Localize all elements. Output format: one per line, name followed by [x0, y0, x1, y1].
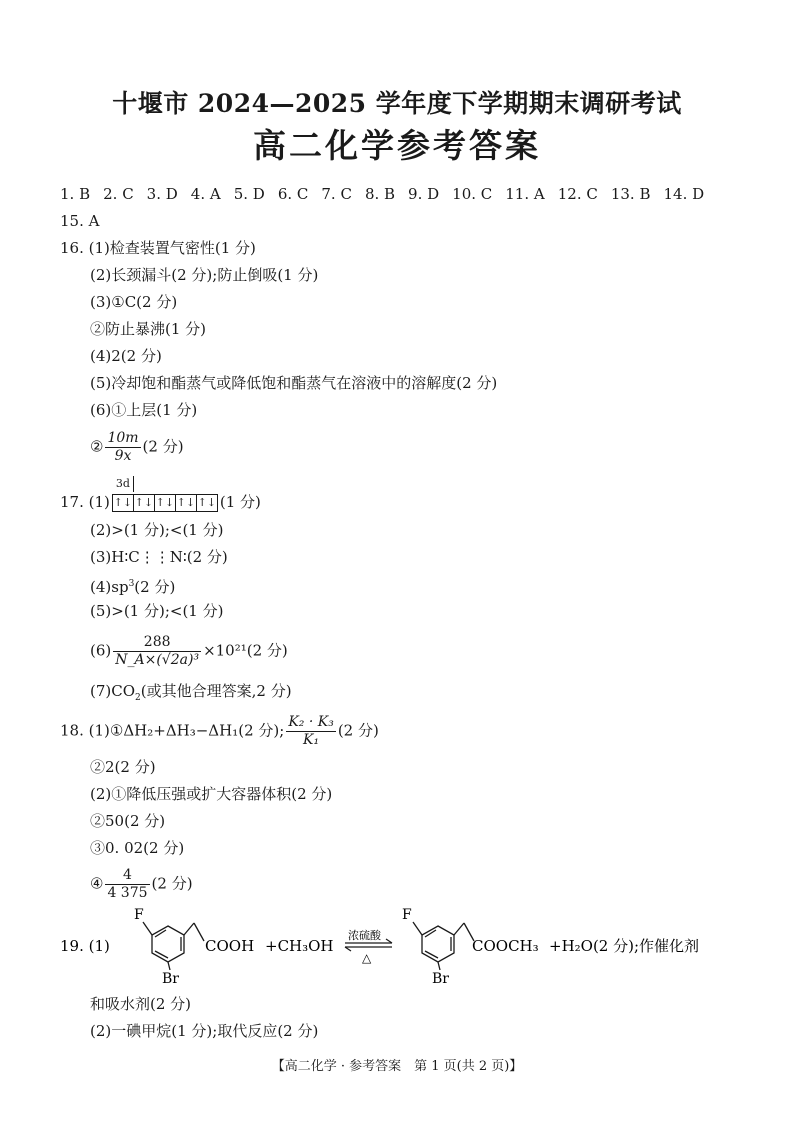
q18-fraction-numerator: K₂ · K₃ — [288, 714, 334, 730]
mc-answer: 14. D — [663, 185, 705, 203]
q17-l1-prefix: 17. (1) — [60, 493, 110, 511]
q19-line-3: (2)一碘甲烷(1 分);取代反应(2 分) — [90, 1022, 319, 1040]
q16-line-5: (4)2(2 分) — [90, 347, 162, 365]
q19-line-1-suffix: +H₂O(2 分);作催化剂 — [549, 937, 700, 955]
q17-line-7 — [90, 681, 292, 708]
q17-fraction — [113, 634, 201, 669]
mc-answer: 3. D — [146, 185, 178, 203]
q18-line-6 — [90, 867, 193, 902]
q16-line-1: 16. (1)检查装置气密性(1 分) — [60, 239, 256, 257]
mc-answer: 9. D — [408, 185, 440, 203]
q19-label: 19. (1) — [60, 937, 110, 955]
q16-fraction-numerator: 10m — [107, 430, 139, 446]
q16-l8-prefix: ② — [90, 437, 104, 456]
q17-l6-prefix: (6) — [90, 641, 112, 660]
condition-catalyst: 浓硫酸 — [348, 929, 381, 942]
q18-l6-prefix: ④ — [90, 874, 104, 893]
q17-fraction-denominator: N_A×(√2a)³ — [115, 652, 200, 668]
q17-l1-suffix: (1 分) — [219, 493, 261, 511]
product-ester-group: COOCH₃ — [472, 937, 539, 955]
q17-l7-b: (或其他合理答案,2 分) — [140, 682, 292, 700]
q17-l4-b: (2 分) — [134, 578, 176, 596]
orbital-box: ↑↓ — [197, 496, 217, 509]
q18-line-3: (2)①降低压强或扩大容器体积(2 分) — [90, 785, 333, 803]
mc-answer: 8. B — [364, 185, 396, 203]
q18-l1-prefix: 18. (1)①ΔH₂+ΔH₃−ΔH₁(2 分); — [60, 721, 285, 740]
condition-heat: △ — [362, 951, 372, 965]
q18-l6-suffix: (2 分) — [151, 874, 193, 893]
orbital-box: ↑↓ — [113, 496, 133, 509]
mc-answer: 7. C — [321, 185, 352, 203]
methanol-reagent: +CH₃OH — [265, 937, 334, 955]
mc-answer: 12. C — [557, 185, 598, 203]
q18-l1-suffix: (2 分) — [337, 721, 379, 740]
q16-line-7: (6)①上层(1 分) — [90, 401, 198, 419]
product-benzene-ring — [413, 922, 474, 970]
q18-fraction-denominator: K₁ — [303, 732, 320, 748]
q16-fraction-denominator: 9x — [114, 448, 132, 464]
q18-fraction-2-numerator: 4 — [105, 867, 149, 885]
mc-answer: 13. B — [610, 185, 651, 203]
q16-line-4: ②防止暴沸(1 分) — [90, 320, 207, 338]
q17-fraction-numerator: 288 — [113, 634, 201, 652]
q17-l4-sup: 3 — [128, 579, 135, 589]
mc-answer: 4. A — [190, 185, 221, 203]
q16-line-3: (3)①C(2 分) — [90, 293, 178, 311]
q18-line-1 — [60, 714, 379, 749]
orbital-box: ↑↓ — [155, 496, 175, 509]
q17-line-4 — [90, 574, 175, 597]
q17-line-5: (5)>(1 分);<(1 分) — [90, 602, 224, 620]
reactant-bromine: Br — [162, 971, 179, 985]
orbital-box: ↑↓ — [134, 496, 154, 509]
mc-answer: 5. D — [233, 185, 265, 203]
q17-l7-sub: 2 — [135, 693, 141, 703]
mc-answer: 10. C — [452, 185, 493, 203]
mc-answer: 1. B — [60, 185, 91, 203]
q17-line-2: (2)>(1 分);<(1 分) — [90, 521, 224, 539]
q17-line-1 — [60, 477, 261, 512]
q19-reaction-scheme — [0, 905, 794, 985]
q17-l7-a: (7)CO — [90, 682, 136, 700]
q18-fraction — [286, 714, 336, 749]
q18-fraction-2-denominator: 4 375 — [107, 885, 148, 901]
q16-l8-suffix: (2 分) — [142, 437, 184, 456]
mc-answer: 6. C — [277, 185, 309, 203]
product-bromine: Br — [432, 971, 449, 985]
answer-key-title: 高二化学参考答案 — [253, 126, 541, 165]
q16-line-8 — [90, 430, 184, 465]
mc-answers-row — [60, 184, 717, 204]
orbital-label: 3d — [113, 476, 134, 492]
q18-line-5: ③0. 02(2 分) — [90, 839, 185, 857]
orbital-box: ↑↓ — [176, 496, 196, 509]
mc-answer: 11. A — [505, 185, 545, 203]
exam-title: 十堰市 2024—2025 学年度下学期期末调研考试 — [112, 89, 682, 118]
q16-fraction — [105, 430, 140, 465]
q18-line-4: ②50(2 分) — [90, 812, 166, 830]
q18-line-2: ②2(2 分) — [90, 758, 156, 776]
q17-line-3: (3)H∶C⋮⋮N∶(2 分) — [90, 548, 228, 566]
page-footer: 【高二化学 · 参考答案 第 1 页(共 2 页)】 — [271, 1059, 523, 1074]
q19-line-2: 和吸水剂(2 分) — [90, 995, 192, 1013]
orbital-diagram — [112, 477, 218, 512]
q17-l4-a: (4)sp — [90, 578, 129, 596]
reactant-benzene-ring — [143, 922, 204, 970]
q17-line-6 — [90, 634, 288, 669]
reactant-carboxyl-group: COOH — [205, 937, 255, 955]
reactant-fluorine: F — [134, 907, 144, 923]
mc-answer-15: 15. A — [60, 212, 100, 230]
q18-fraction-2 — [105, 867, 149, 902]
q17-l6-suffix: ×10²¹(2 分) — [203, 641, 288, 660]
q16-line-6: (5)冷却饱和酯蒸气或降低饱和酯蒸气在溶液中的溶解度(2 分) — [90, 374, 498, 392]
product-fluorine: F — [402, 907, 412, 923]
mc-answer: 2. C — [103, 185, 134, 203]
q16-line-2: (2)长颈漏斗(2 分);防止倒吸(1 分) — [90, 266, 319, 284]
